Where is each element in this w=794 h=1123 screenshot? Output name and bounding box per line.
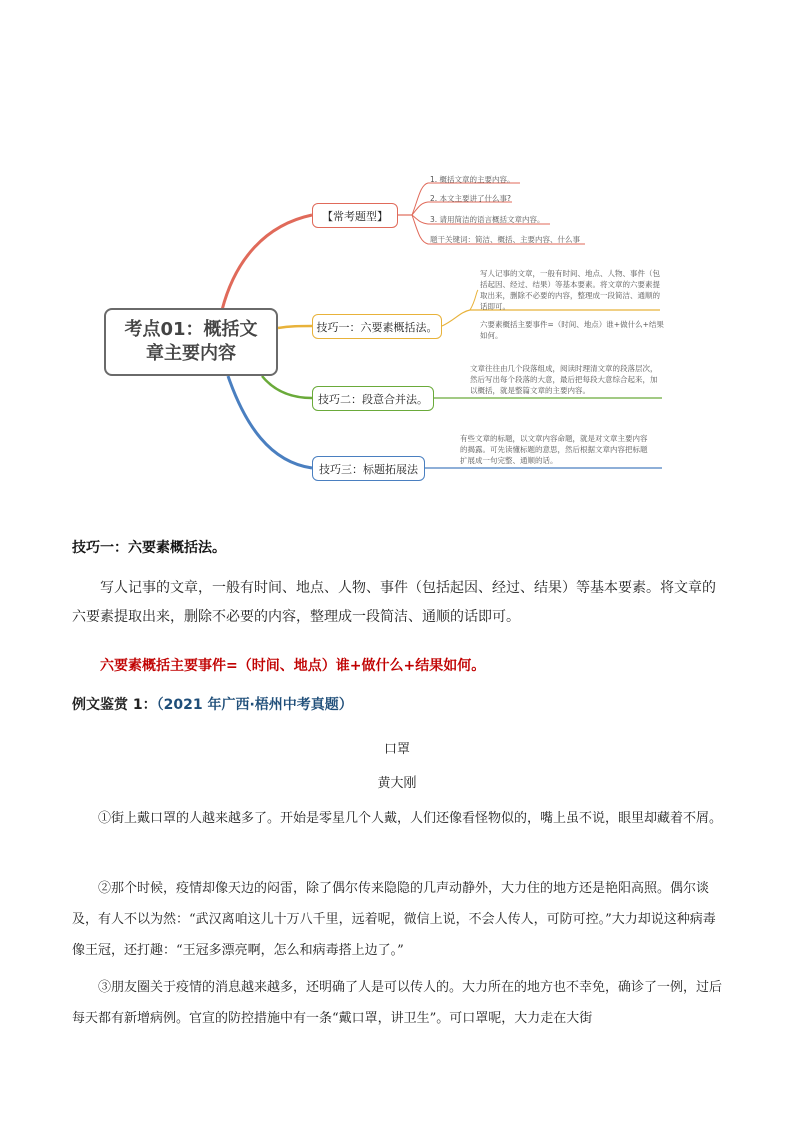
section-paragraph [72, 574, 724, 632]
essay-author: 黄大刚 [377, 776, 417, 791]
branch-label: 【常考题型】 [322, 209, 388, 223]
leaf-b1-1: 1. 概括文章的主要内容。 [430, 175, 515, 184]
branch-label: 技巧三：标题拓展法 [319, 462, 418, 476]
branch-label: 技巧二：段意合并法。 [318, 392, 428, 406]
mind-map-connectors [0, 0, 794, 520]
branch-title-expansion [312, 456, 425, 481]
essay-paragraph-2: ②那个时候，疫情却像天边的闷雷，除了偶尔传来隐隐的几声动静外，大力住的地方还是艳阳高照。偶尔谈及，有人不以为然：“武汉离咱这儿十万八千里，远着呢，微信上说，不会人传人，可防可控。”大力却说这种病毒像王冠，还打趣：“王冠多漂亮啊，怎么和病毒搭上边了。” [72, 881, 716, 958]
essay-paragraph-3: ③朋友圈关于疫情的消息越来越多，还明确了人是可以传人的。大力所在的地方也不幸免，确诊了一例，过后每天都有新增病例。官宣的防控措施中有一条“戴口罩，讲卫生”。可口罩呢，大力走在大街 [72, 980, 723, 1026]
leaf-b2-1: 写人记事的文章，一般有时间、地点、人物、事件（包括起因、经过、结果）等基本要素。将文章的六要素提取出来，删除不必要的内容，整理成一段简洁、通顺的话即可。 [480, 269, 660, 311]
leaf-b4-1: 有些文章的标题，以文章内容命题，就是对文章主要内容的揭露。可先读懂标题的意思，然后根据文章内容把标题扩展成一句完整、通顺的话。 [460, 434, 648, 465]
branch-six-elements [312, 314, 442, 339]
leaf-b2-2: 六要素概括主要事件=（时间、地点）谁+做什么+结果如何。 [480, 320, 664, 340]
essay-paragraph-1: ①街上戴口罩的人越来越多了。开始是零星几个人戴，人们还像看怪物似的，嘴上虽不说，眼里却藏着不屑。 [98, 811, 723, 826]
leaf-b3-1: 文章往往由几个段落组成，阅读时理清文章的段落层次，然后写出每个段落的大意，最后把每段大意综合起来，加以概括，就是整篇文章的主要内容。 [470, 364, 658, 395]
branch-label: 技巧一：六要素概括法。 [316, 320, 438, 334]
mind-map-central-node [104, 308, 278, 376]
branch-common-question-types [312, 203, 398, 228]
example-source: （2021 年广西·梧州中考真题） [156, 697, 353, 713]
leaf-b1-4: 题干关键词：简洁、概括、主要内容、什么事 [430, 235, 580, 244]
leaf-b1-3: 3. 请用简洁的语言概括文章内容。 [430, 215, 545, 224]
section-paragraph-text: 写人记事的文章，一般有时间、地点、人物、事件（包括起因、经过、结果）等基本要素。将文章的六要素提取出来，删除不必要的内容，整理成一段简洁、通顺的话即可。 [72, 580, 716, 625]
connector-b1 [222, 215, 312, 310]
branch-paragraph-merge [312, 386, 434, 411]
section-heading: 技巧一：六要素概括法。 [72, 540, 226, 556]
essay-title: 口罩 [383, 742, 410, 757]
example-heading [72, 694, 353, 714]
mind-map [0, 0, 794, 520]
formula-line: 六要素概括主要事件=（时间、地点）谁+做什么+结果如何。 [100, 658, 486, 674]
central-node-label: 考点01：概括文章主要内容 [124, 319, 258, 364]
connector-b4 [228, 376, 312, 468]
connector-b3 [262, 376, 312, 398]
connector-b2-leaf-top [470, 290, 478, 310]
example-label: 例文鉴赏 1： [72, 697, 157, 713]
leaf-b1-2: 2. 本文主要讲了什么事? [430, 194, 512, 203]
connector-b2 [278, 326, 312, 328]
